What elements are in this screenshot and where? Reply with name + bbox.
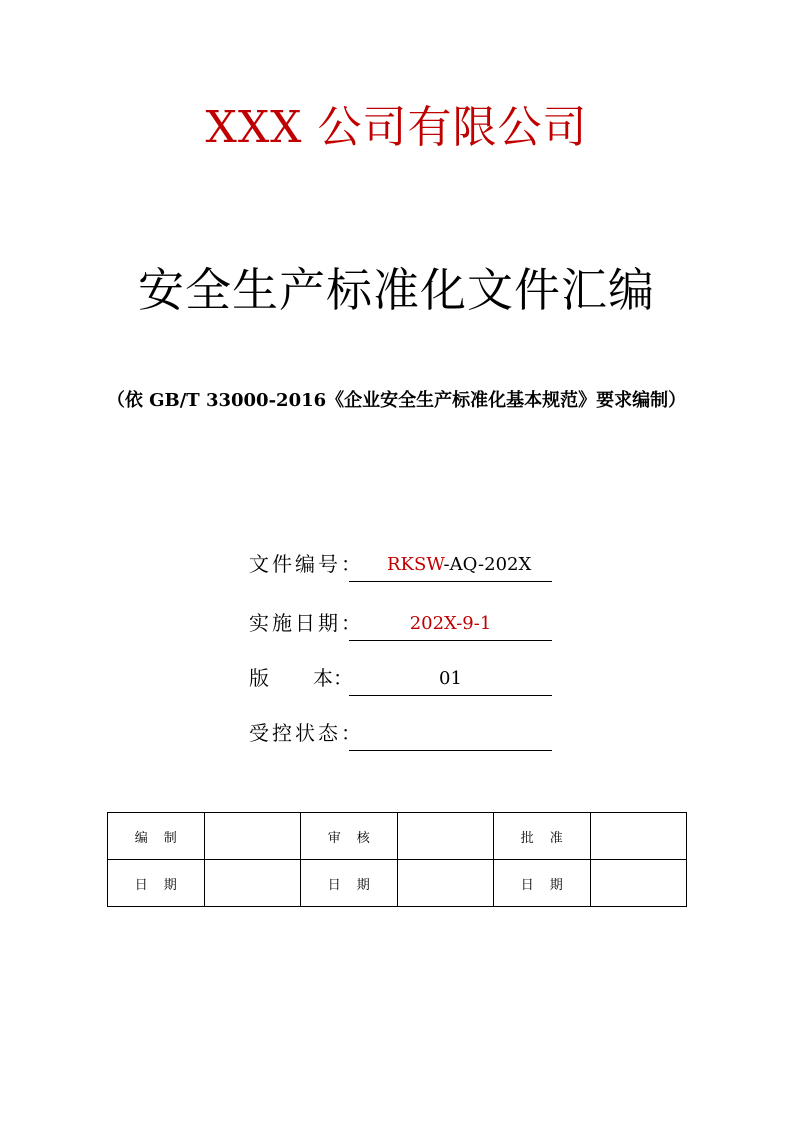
- document-title: 安全生产标准化文件汇编: [138, 263, 655, 317]
- doc-number-line: [349, 551, 552, 582]
- table-cell-compile-date-label: 日期: [108, 860, 205, 907]
- table-row: [108, 813, 687, 860]
- table-cell-review-date: [397, 860, 494, 907]
- version-value: 01: [439, 668, 462, 689]
- table-cell-approve-date-label: 日期: [494, 860, 591, 907]
- company-name: XXX 公司有限公司: [205, 102, 588, 153]
- effective-date-label: 实施日期：: [249, 611, 364, 635]
- version-label: [249, 664, 353, 692]
- doc-number-value: [349, 553, 552, 577]
- table-cell-compile-date: [204, 860, 301, 907]
- table-cell-review-date-label: 日期: [301, 860, 398, 907]
- control-status-line: [349, 720, 552, 751]
- document-subtitle: （依 GB/T 33000-2016《企业安全生产标准化基本规范》要求编制）: [106, 390, 687, 411]
- table-cell-review-label: 审核: [301, 813, 398, 860]
- table-cell-compile-label: 编制: [108, 813, 205, 860]
- doc-number-label: 文件编号：: [249, 552, 364, 576]
- effective-date-line: [349, 610, 552, 641]
- table-cell-approve-label: 批准: [494, 813, 591, 860]
- table-cell-approve-date: [590, 860, 687, 907]
- version-label-a: 版: [249, 666, 269, 690]
- version-line: [349, 665, 552, 696]
- sign-off-table: [107, 812, 687, 907]
- table-cell-compile-signature: [204, 813, 301, 860]
- table-row: [108, 860, 687, 907]
- version-label-b: 本：: [313, 666, 353, 690]
- doc-number-prefix: RKSW: [387, 554, 444, 575]
- effective-date-value: 202X-9-1: [409, 613, 492, 634]
- table-cell-review-signature: [397, 813, 494, 860]
- control-status-label: 受控状态：: [249, 721, 364, 745]
- table-cell-approve-signature: [590, 813, 687, 860]
- doc-number-suffix: -AQ-202X: [443, 554, 532, 575]
